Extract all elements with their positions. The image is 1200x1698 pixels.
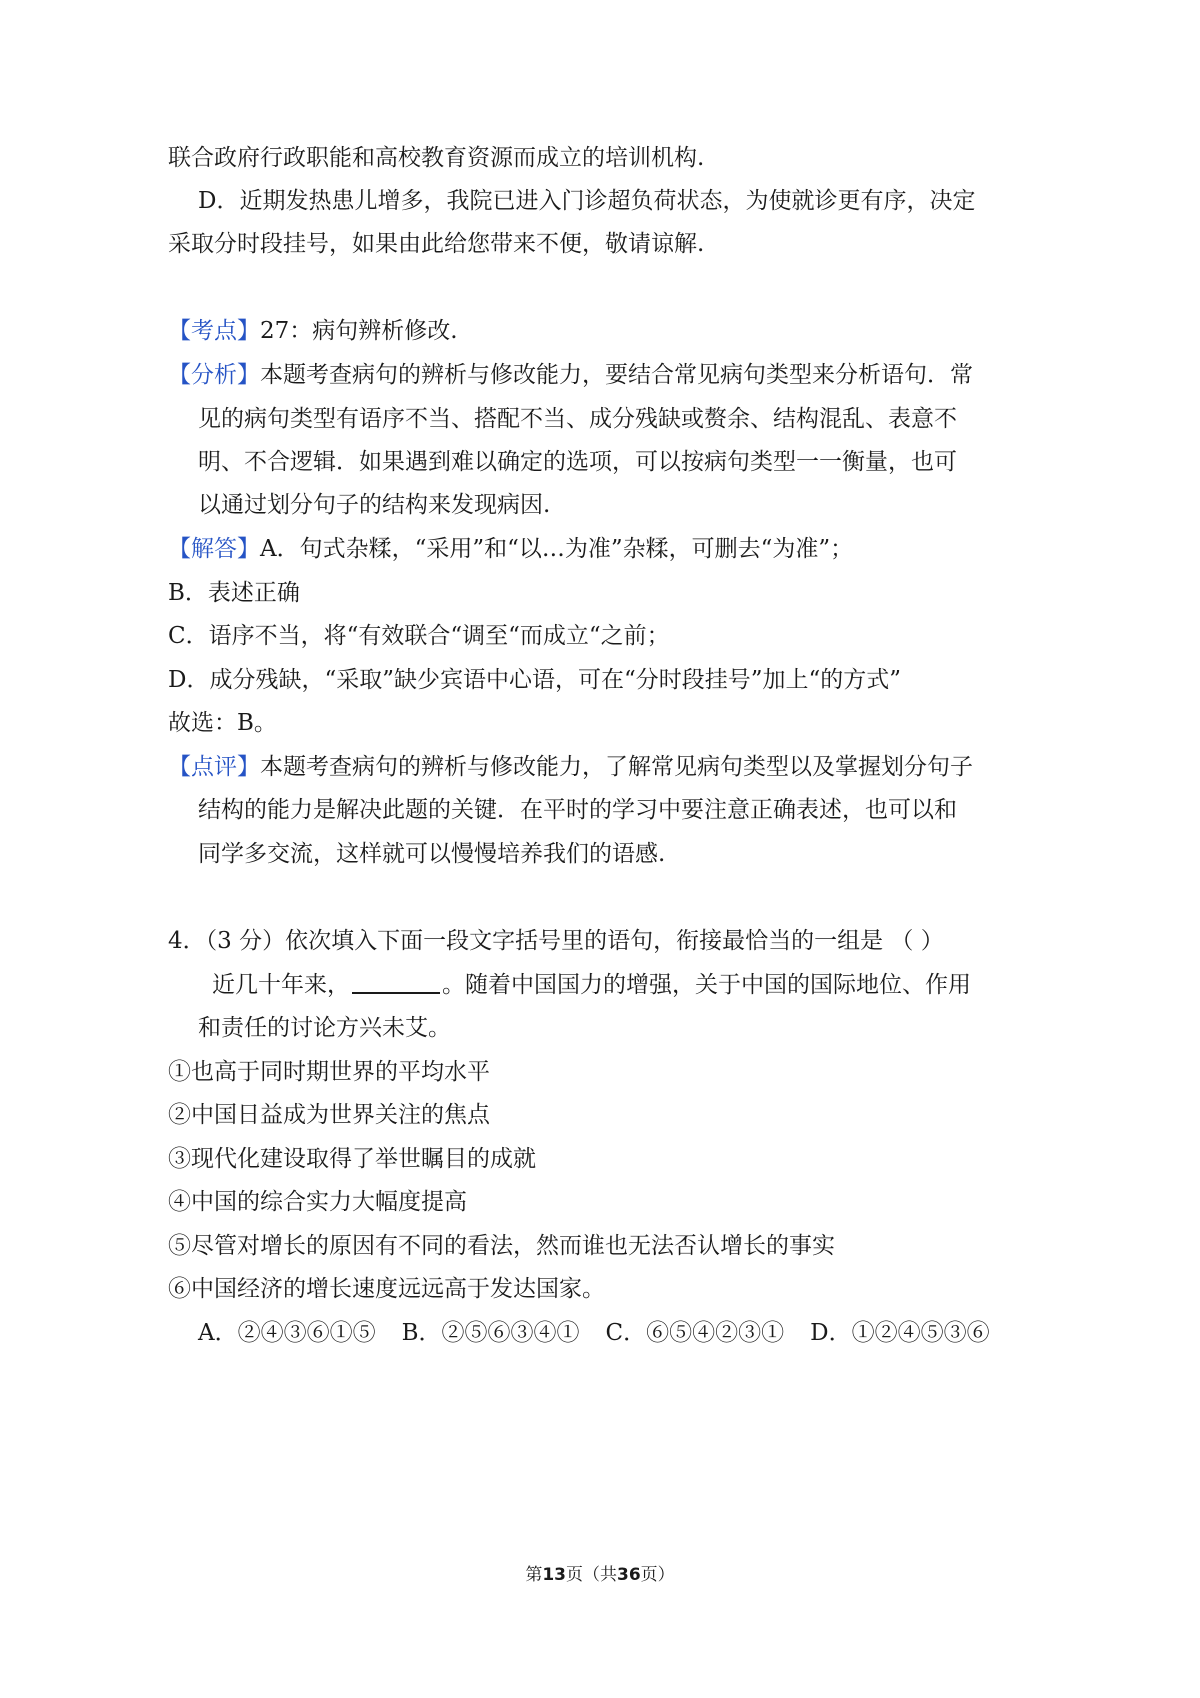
jieda-row — [168, 534, 853, 564]
option-d: D．①②④⑤③⑥ — [810, 1320, 990, 1346]
footer-pre: 第 — [525, 1565, 543, 1585]
option-c-tail: 联合政府行政职能和高校教育资源而成立的培训机构. — [168, 145, 705, 171]
option-d-line-2: 采取分时段挂号，如果由此给您带来不便，敬请谅解. — [168, 231, 705, 257]
option-d-line-1: D．近期发热患儿增多，我院已进入门诊超负荷状态，为使就诊更有序，决定 — [198, 188, 976, 214]
q4-passage-line-1 — [212, 970, 971, 1000]
jieda-line-c: C．语序不当，将“有效联合“调至“而成立“之前； — [168, 623, 670, 649]
footer-mid: 页（共 — [566, 1565, 617, 1585]
kaodian-row — [168, 316, 458, 346]
fill-in-blank — [352, 972, 440, 994]
q4-item-5: ⑤尽管对增长的原因有不同的看法，然而谁也无法否认增长的事实 — [168, 1233, 835, 1259]
fenxi-line-1: 本题考查病句的辨析与修改能力，要结合常见病句类型来分析语句．常 — [260, 362, 973, 388]
dianping-line-3: 同学多交流，这样就可以慢慢培养我们的语感. — [198, 841, 666, 867]
q4-item-6: ⑥中国经济的增长速度远远高于发达国家。 — [168, 1276, 605, 1302]
jieda-tag: 【解答】 — [168, 536, 260, 562]
q4-passage-before: 近几十年来， — [212, 972, 350, 998]
jieda-line-b: B．表述正确 — [168, 580, 300, 606]
option-a: A．②④③⑥①⑤ — [198, 1320, 376, 1346]
footer-page-number: 13 — [542, 1565, 566, 1585]
jieda-line-d: D．成分残缺，“采取”缺少宾语中心语，可在“分时段挂号”加上“的方式” — [168, 667, 901, 693]
jieda-answer: 故选：B。 — [168, 710, 277, 736]
q4-stem: 4．（3 分）依次填入下面一段文字括号里的语句，衔接最恰当的一组是 （ ） — [168, 928, 944, 954]
fenxi-tag: 【分析】 — [168, 362, 260, 388]
q4-passage-after: 。随着中国国力的增强，关于中国的国际地位、作用 — [442, 972, 971, 998]
fenxi-line-4: 以通过划分句子的结构来发现病因. — [198, 492, 551, 518]
option-c: C．⑥⑤④②③① — [605, 1320, 785, 1346]
dianping-line-1: 本题考查病句的辨析与修改能力，了解常见病句类型以及掌握划分句子 — [260, 754, 973, 780]
dianping-row — [168, 752, 973, 782]
jieda-line-a: A．句式杂糅，“采用”和“以…为准”杂糅，可删去“为准”； — [260, 536, 854, 562]
q4-options — [198, 1318, 990, 1348]
kaodian-tag: 【考点】 — [168, 318, 260, 344]
kaodian-text: 27：病句辨析修改. — [260, 318, 458, 344]
q4-passage-line-2: 和责任的讨论方兴未艾。 — [198, 1015, 451, 1041]
dianping-line-2: 结构的能力是解决此题的关键．在平时的学习中要注意正确表述，也可以和 — [198, 797, 957, 823]
fenxi-line-3: 明、不合逻辑．如果遇到难以确定的选项，可以按病句类型一一衡量，也可 — [198, 449, 957, 475]
page-footer — [0, 1563, 1200, 1587]
q4-item-4: ④中国的综合实力大幅度提高 — [168, 1189, 467, 1215]
dianping-tag: 【点评】 — [168, 754, 260, 780]
fenxi-row — [168, 360, 973, 390]
q4-item-1: ①也高于同时期世界的平均水平 — [168, 1059, 490, 1085]
footer-total-pages: 36 — [617, 1565, 641, 1585]
q4-item-3: ③现代化建设取得了举世瞩目的成就 — [168, 1146, 536, 1172]
option-b: B．②⑤⑥③④① — [401, 1320, 580, 1346]
footer-post: 页） — [640, 1565, 675, 1585]
q4-item-2: ②中国日益成为世界关注的焦点 — [168, 1102, 490, 1128]
fenxi-line-2: 见的病句类型有语序不当、搭配不当、成分残缺或赘余、结构混乱、表意不 — [198, 406, 957, 432]
